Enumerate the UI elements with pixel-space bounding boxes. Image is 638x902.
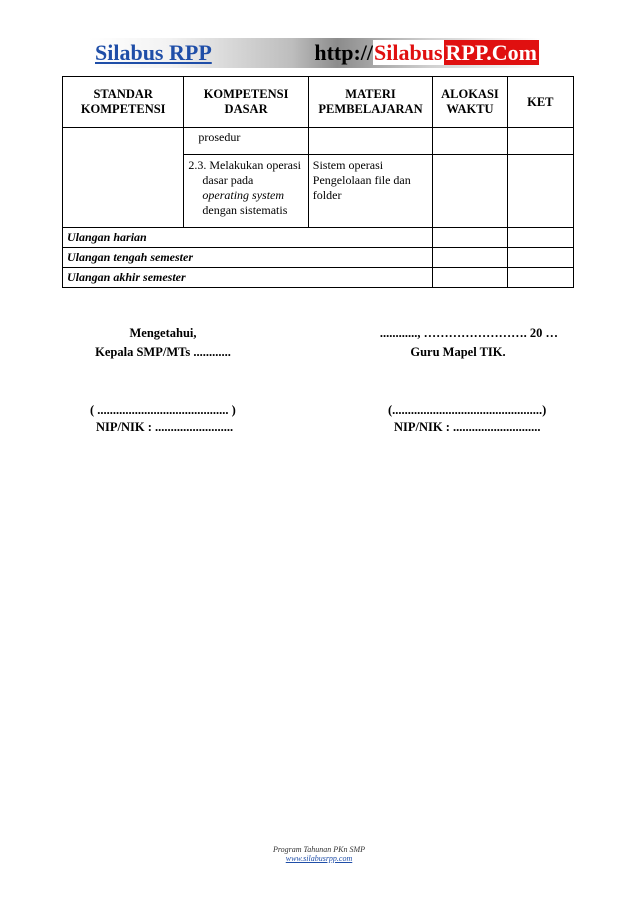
table-header-row [63,77,574,128]
url-mid: Silabus [374,40,443,65]
signature-left-role: Kepala SMP/MTs ............ [95,345,231,359]
cell-materi-2-3 [308,155,432,228]
syllabus-table [62,76,574,288]
signature-right-nip: NIP/NIK : ............................ [394,420,541,434]
site-url[interactable] [314,38,539,68]
footer-link[interactable]: www.silabusrpp.com [285,854,353,863]
cell-alokasi [433,155,507,228]
signature-right-name: (................................................) [388,403,547,417]
cell-alokasi [433,227,507,247]
cell-materi [308,128,432,155]
ulangan-tengah-label: Ulangan tengah semester [63,247,433,267]
signature-left-title: Mengetahui, [129,326,197,340]
cell-alokasi [433,128,507,155]
cell-alokasi [433,247,507,267]
header-banner [89,38,541,68]
cell-alokasi [433,267,507,287]
signature-right-place-date: ............, ……………………. 20 … [379,326,558,340]
col-header-materi: MATERI PEMBELAJARAN [308,77,432,128]
brand-link[interactable]: Silabus RPP [95,40,212,65]
cell-ket [507,247,573,267]
col-header-ket: KET [507,77,573,128]
url-prefix: http:// [314,40,374,65]
kd-line2: dasar pada [202,173,254,187]
cell-standar [63,155,184,228]
signature-right-role: Guru Mapel TIK. [410,345,506,359]
cell-standar [63,128,184,155]
cell-kd-2-3 [184,155,308,228]
cell-ket [507,267,573,287]
cell-ket [507,155,573,228]
kd-number: 2.3. [188,158,207,172]
kd-line3: operating system [202,188,285,202]
cell-ket [507,128,573,155]
table-row-ulangan-harian [63,227,574,247]
materi-line3: folder [312,188,342,202]
page-footer [0,845,638,863]
footer-title: Program Tahunan PKn SMP [272,845,366,854]
signature-left-name: ( .......................................... ) [90,403,236,417]
materi-line2: Pengelolaan file dan [312,173,411,187]
kd-line1: Melakukan operasi [209,158,302,172]
signature-left-nip: NIP/NIK : ......................... [96,420,234,434]
table-row [63,155,574,228]
materi-line1: Sistem operasi [312,158,384,172]
col-header-kompetensi: KOMPETENSI DASAR [184,77,308,128]
table-row-ulangan-akhir [63,267,574,287]
table-row-ulangan-tengah [63,247,574,267]
ulangan-akhir-label: Ulangan akhir semester [63,267,433,287]
cell-ket [507,227,573,247]
table-row [63,128,574,155]
col-header-alokasi: ALOKASI WAKTU [433,77,507,128]
url-suffix: RPP.Com [445,40,537,65]
col-header-standar: STANDAR KOMPETENSI [63,77,184,128]
ulangan-harian-label: Ulangan harian [63,227,433,247]
cell-kd-prosedur: prosedur [184,128,308,155]
kd-line4: dengan sistematis [202,203,288,217]
